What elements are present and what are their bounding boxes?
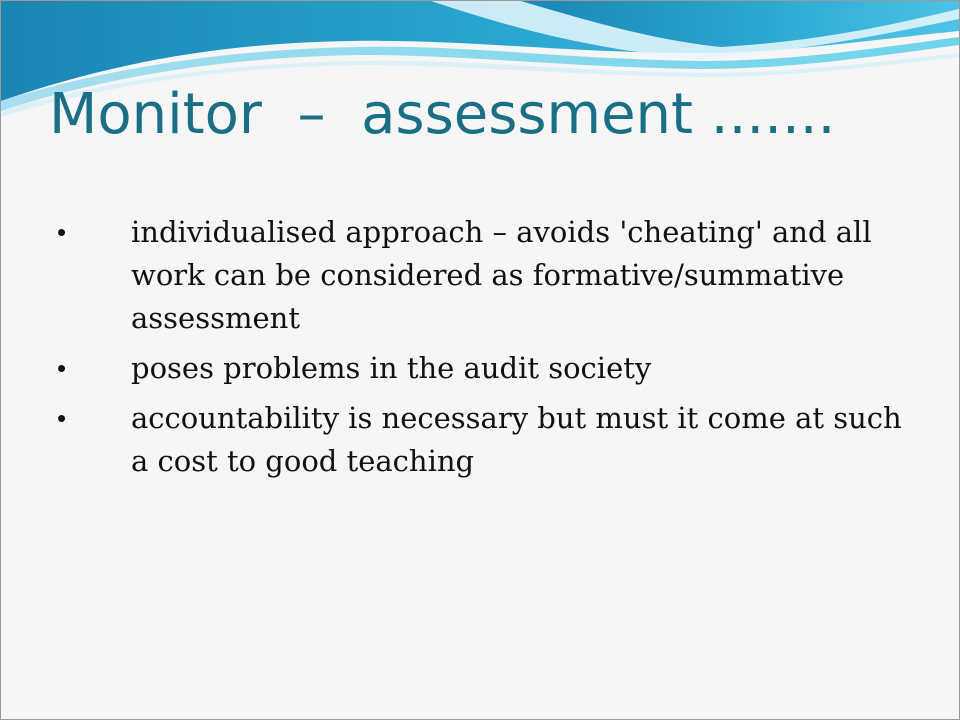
slide-title: Monitor – assessment ....... xyxy=(49,82,836,147)
bullet-text: accountability is necessary but must it come at such a cost to good teaching xyxy=(131,401,902,478)
bullet-item xyxy=(57,211,917,340)
bullet-text: individualised approach – avoids 'cheating' and all work can be considered as formative/summative assessment xyxy=(131,215,872,335)
bullet-item xyxy=(57,347,917,390)
bullet-item xyxy=(57,397,917,483)
bullet-list xyxy=(57,211,917,490)
bullet-icon: • xyxy=(57,403,67,433)
bullet-icon: • xyxy=(57,217,67,247)
bullet-text: poses problems in the audit society xyxy=(131,351,652,385)
bullet-icon: • xyxy=(57,353,67,383)
